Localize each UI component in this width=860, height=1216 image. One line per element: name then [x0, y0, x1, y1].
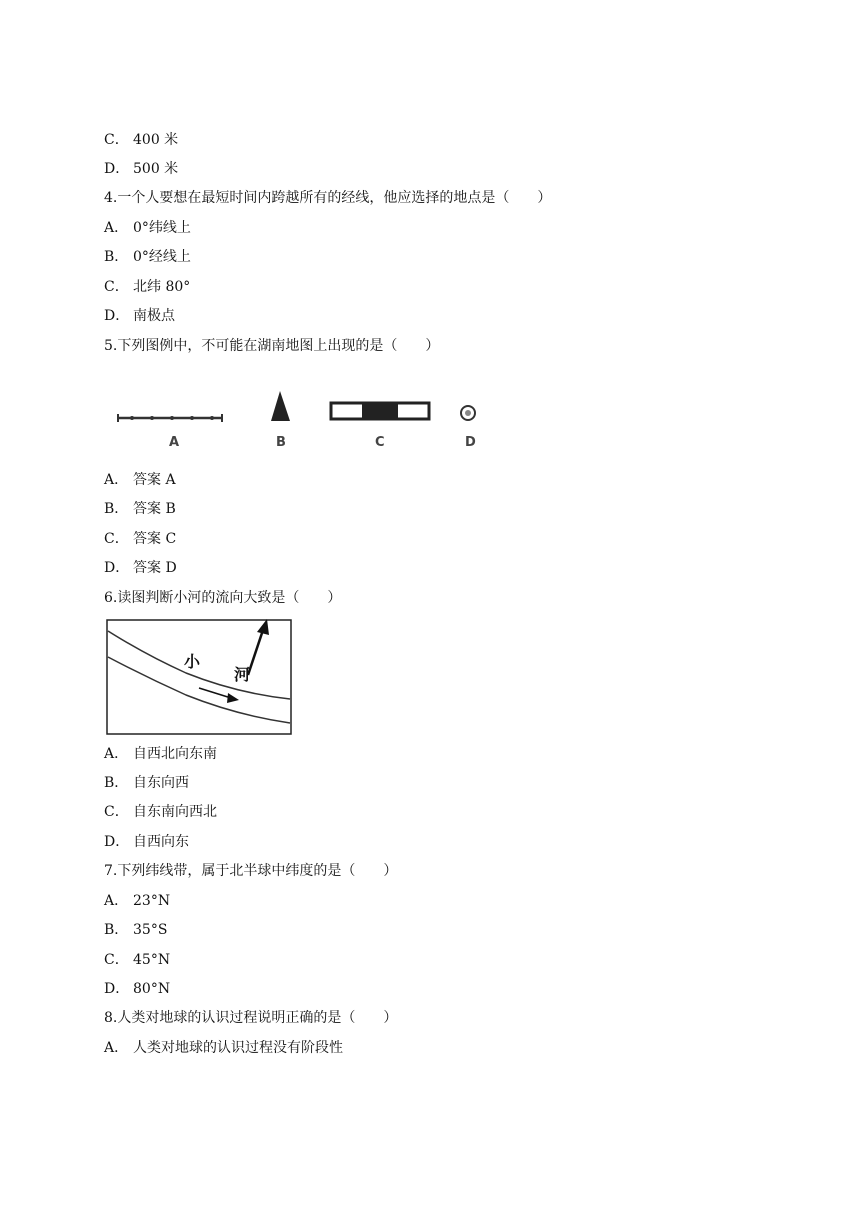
option-text: 500 米: [133, 161, 179, 177]
option-letter: C．: [104, 952, 129, 968]
option-text: 自西向东: [133, 834, 189, 850]
option-text: 答案 B: [133, 501, 176, 517]
q4-option-c: [104, 278, 190, 296]
q6-option-d: [104, 833, 189, 851]
legend-symbols: [110, 385, 490, 455]
q3-option-d: [104, 160, 178, 178]
q6-option-a: [104, 745, 217, 763]
q6-stem: 6.读图判断小河的流向大致是（ ）: [104, 590, 342, 606]
option-letter: B．: [104, 775, 129, 791]
q8-stem: 8.人类对地球的认识过程说明正确的是（ ）: [104, 1010, 398, 1026]
legend-label-d: D: [465, 435, 476, 450]
q6-option-b: [104, 774, 189, 792]
river-figure: [106, 619, 292, 735]
option-letter: B．: [104, 249, 129, 265]
option-letter: A．: [104, 472, 129, 488]
q5-option-d: [104, 559, 177, 577]
q5-option-c: [104, 530, 176, 548]
q4-stem: 4.一个人要想在最短时间内跨越所有的经线，他应选择的地点是（ ）: [104, 190, 552, 206]
option-text: 北纬 80°: [133, 279, 191, 295]
legend-label-b: B: [276, 435, 286, 450]
option-text: 答案 A: [133, 472, 176, 488]
railway-symbol: [331, 403, 429, 419]
q5-option-b: [104, 500, 176, 518]
q8-option-a: [104, 1039, 343, 1057]
option-letter: A．: [104, 220, 129, 236]
option-text: 自西北向东南: [133, 746, 217, 762]
option-letter: D．: [104, 834, 130, 850]
q6-option-c: [104, 803, 217, 821]
option-letter: B．: [104, 501, 129, 517]
q7-option-b: [104, 921, 167, 939]
legend-label-c: C: [375, 435, 385, 450]
option-letter: D．: [104, 308, 130, 324]
option-text: 答案 C: [133, 531, 177, 547]
option-text: 23°N: [133, 893, 171, 909]
river-map: [106, 619, 292, 735]
option-text: 人类对地球的认识过程没有阶段性: [133, 1040, 343, 1056]
mountain-peak-symbol: [271, 391, 290, 421]
q5-stem: 5.下列图例中，不可能在湖南地图上出现的是（ ）: [104, 338, 440, 354]
option-letter: A．: [104, 1040, 129, 1056]
city-symbol: [461, 406, 475, 420]
option-letter: D．: [104, 161, 130, 177]
option-text: 自东向西: [133, 775, 189, 791]
q7-option-c: [104, 951, 170, 969]
option-text: 35°S: [133, 922, 168, 938]
option-letter: B．: [104, 922, 129, 938]
q4-option-a: [104, 219, 191, 237]
option-letter: A．: [104, 746, 129, 762]
option-letter: C．: [104, 279, 129, 295]
q7-option-d: [104, 980, 170, 998]
q3-option-c: [104, 131, 178, 149]
q7-stem: 7.下列纬线带，属于北半球中纬度的是（ ）: [104, 863, 398, 879]
option-letter: D．: [104, 981, 130, 997]
river-map-frame: [107, 620, 291, 734]
option-text: 自东南向西北: [133, 804, 217, 820]
option-letter: C．: [104, 531, 129, 547]
legend-label-a: A: [169, 435, 180, 450]
q4-option-d: [104, 307, 175, 325]
option-text: 答案 D: [133, 560, 177, 576]
option-text: 0°纬线上: [133, 220, 191, 236]
river-label-char-2: 河: [234, 665, 251, 684]
option-letter: C．: [104, 132, 129, 148]
q4-option-b: [104, 248, 191, 266]
map-legend-figure: [110, 385, 490, 455]
option-letter: A．: [104, 893, 129, 909]
option-text: 0°经线上: [133, 249, 191, 265]
q7-option-a: [104, 892, 170, 910]
option-letter: C．: [104, 804, 129, 820]
river-label-char-1: 小: [184, 652, 201, 671]
option-text: 400 米: [133, 132, 179, 148]
boundary-line-symbol: [118, 414, 222, 422]
option-text: 南极点: [133, 308, 175, 324]
option-text: 45°N: [133, 952, 171, 968]
option-letter: D．: [104, 560, 130, 576]
q5-option-a: [104, 471, 176, 489]
option-text: 80°N: [133, 981, 171, 997]
